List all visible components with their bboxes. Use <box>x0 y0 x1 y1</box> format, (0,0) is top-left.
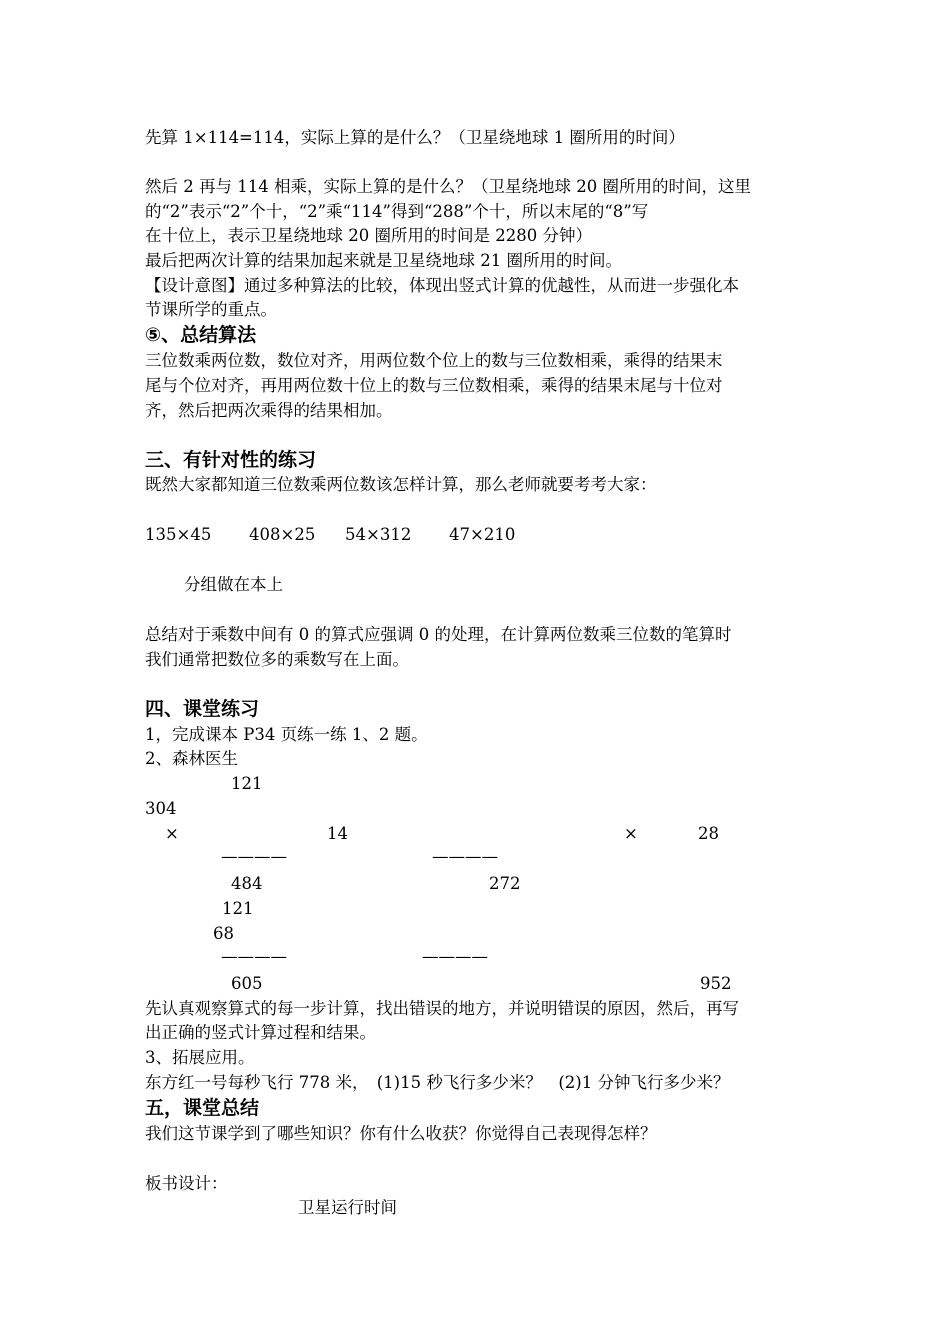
calc-value: 28 <box>698 824 719 843</box>
line-9: 三位数乘两位数，数位对齐，用两位数个位上的数与三位数相乘，乘得的结果末 <box>145 351 723 370</box>
calc-rule: ———— <box>221 847 287 866</box>
line-17: 我们通常把数位多的乘数写在上面。 <box>145 650 409 669</box>
line-6: 【设计意图】通过多种算法的比较，体现出竖式计算的优越性，从而进一步强化本 <box>145 276 739 295</box>
calc-multiply-sign: × <box>165 824 179 843</box>
calc-multiply-sign: × <box>624 824 638 843</box>
line-21: 先认真观察算式的每一步计算，找出错误的地方，并说明错误的原因，然后，再写 <box>145 999 739 1018</box>
calc-rule: ———— <box>221 947 287 966</box>
line-15: 分组做在本上 <box>184 575 283 594</box>
line-2: 然后 2 再与 114 相乘，实际上算的是什么？（卫星绕地球 20 圈所用的时间，这里 <box>145 177 751 196</box>
line-24: 东方红一号每秒飞行 778 米， (1)15 秒飞行多少米？ (2)1 分钟飞行多少米？ <box>145 1073 730 1092</box>
heading-class-summary: 五，课堂总结 <box>145 1097 260 1119</box>
exercise-3: 54×312 <box>345 525 412 544</box>
heading-targeted-practice: 三、有针对性的练习 <box>145 449 317 471</box>
line-7: 节课所学的重点。 <box>145 300 277 319</box>
line-28: 卫星运行时间 <box>298 1198 397 1217</box>
line-22: 出正确的竖式计算过程和结果。 <box>145 1023 376 1042</box>
calc-value: 121 <box>231 774 263 793</box>
calc-rule: ———— <box>422 947 488 966</box>
line-13: 既然大家都知道三位数乘两位数该怎样计算，那么老师就要考考大家： <box>145 475 657 494</box>
line-16: 总结对于乘数中间有 0 的算式应强调 0 的处理，在计算两位数乘三位数的笔算时 <box>145 625 732 644</box>
line-3: 的“2”表示“2”个十，“2”乘“114”得到“288”个十，所以末尾的“8”写 <box>145 202 649 221</box>
exercise-1: 135×45 <box>145 525 212 544</box>
calc-value: 484 <box>231 874 263 893</box>
line-5: 最后把两次计算的结果加起来就是卫星绕地球 21 圈所用的时间。 <box>145 251 622 270</box>
line-1: 先算 1×114=114，实际上算的是什么？（卫星绕地球 1 圈所用的时间） <box>145 128 685 147</box>
line-27: 板书设计： <box>145 1174 228 1193</box>
heading-summary-method: ⑤、总结算法 <box>145 324 257 346</box>
line-19: 1，完成课本 P34 页练一练 1、2 题。 <box>145 725 428 744</box>
calc-value: 14 <box>327 824 348 843</box>
heading-class-practice: 四、课堂练习 <box>145 698 260 720</box>
calc-value: 272 <box>489 874 521 893</box>
line-4: 在十位上，表示卫星绕地球 20 圈所用的时间是 2280 分钟） <box>145 226 592 245</box>
exercise-4: 47×210 <box>449 525 516 544</box>
line-23: 3、拓展应用。 <box>145 1048 255 1067</box>
line-10: 尾与个位对齐，再用两位数十位上的数与三位数相乘，乘得的结果末尾与十位对 <box>145 376 723 395</box>
line-11: 齐，然后把两次乘得的结果相加。 <box>145 401 393 420</box>
calc-value: 605 <box>231 974 263 993</box>
calc-value: 121 <box>222 899 254 918</box>
line-20: 2、森林医生 <box>145 749 238 768</box>
exercise-2: 408×25 <box>249 525 316 544</box>
line-26: 我们这节课学到了哪些知识？你有什么收获？你觉得自己表现得怎样？ <box>145 1124 657 1143</box>
calc-rule: ———— <box>432 847 498 866</box>
calc-value: 952 <box>700 974 732 993</box>
calc-value: 304 <box>145 799 177 818</box>
calc-value: 68 <box>213 924 234 943</box>
